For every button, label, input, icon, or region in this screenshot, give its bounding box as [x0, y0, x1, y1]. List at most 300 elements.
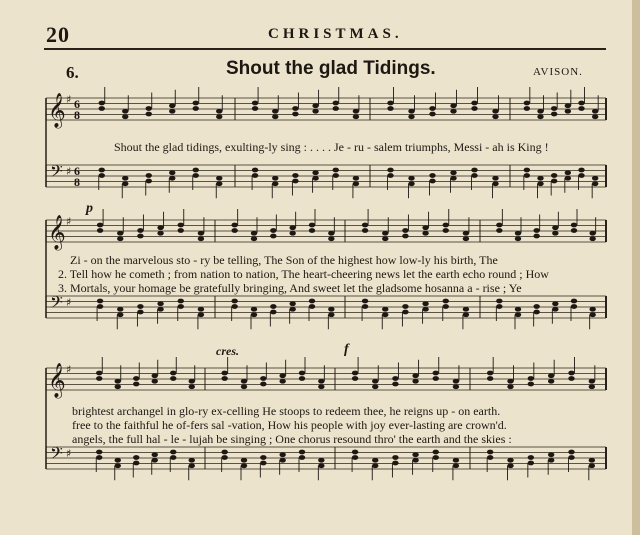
system2-treble-note-head — [289, 231, 295, 236]
system2-bass-note-head — [443, 304, 449, 309]
composer-name: AVISON. — [533, 66, 583, 78]
system2-treble-note-head — [463, 236, 469, 241]
system3-bass-note-head — [241, 458, 247, 463]
system1-treble-note-head — [99, 106, 105, 111]
system1-treble-note-head — [292, 106, 298, 111]
system3-bass-note-head — [115, 458, 121, 463]
system2-treble-note-head — [552, 231, 558, 236]
system2-bass-note-head — [231, 304, 237, 309]
system2-bass-note-head — [552, 307, 558, 312]
system2-treble-note-head — [198, 236, 204, 241]
system3-treble-note-head — [318, 384, 324, 389]
system3-treble-note-head — [507, 379, 513, 384]
system1-bass-note-head — [193, 173, 199, 178]
system2-bass-note-head — [328, 312, 334, 317]
system1-treble-note-head — [99, 101, 105, 106]
system3-treble-note-head — [299, 371, 305, 376]
system3-bass-note-head — [260, 455, 266, 460]
system1-treble-note-head — [387, 106, 393, 111]
system3-treble-note-head — [152, 373, 158, 378]
system1-treble-key-signature: ♯ — [66, 93, 72, 106]
system1-bass-note-head — [408, 181, 414, 186]
system2-bass-note-head — [117, 307, 123, 312]
system1-bass-note-head — [578, 173, 584, 178]
system2-bass-note-head — [309, 304, 315, 309]
system2-bass-note-head — [552, 301, 558, 306]
lyric-line-system3-verse2: free to the faithful he of-fers sal -vation, How his people with joy ever-lasting are crown'd. — [72, 418, 507, 432]
system1-treble-note-head — [272, 114, 278, 119]
system3-bass-note-head — [241, 463, 247, 468]
system1-treble-note-head — [252, 106, 258, 111]
system3-treble-note-head — [589, 379, 595, 384]
system1-treble-note-head — [333, 106, 339, 111]
system3-bass-note-head — [412, 452, 418, 457]
system3-bass-note-head — [507, 463, 513, 468]
system1-bass-note-head — [524, 168, 530, 173]
system3-bass-note-head — [528, 455, 534, 460]
system1-treble-note-head — [193, 101, 199, 106]
system3-bass-note-head — [392, 461, 398, 466]
system1-bass-note-head — [551, 179, 557, 184]
dynamic-forte: f — [344, 342, 349, 357]
system1-bass-note-head — [353, 176, 359, 181]
time-signature-denominator-bass: 8 — [74, 175, 80, 189]
system1-bass-note-head — [578, 168, 584, 173]
system2-bass-note-head — [382, 307, 388, 312]
system1-treble-note-head — [146, 106, 152, 111]
system3-bass-note-head — [279, 452, 285, 457]
system3-bass-clef: 𝄢 — [50, 443, 63, 467]
system2-bass-note-head — [198, 312, 204, 317]
system1-treble-note-head — [353, 114, 359, 119]
system2-treble-note-head — [443, 223, 449, 228]
system2-treble-note-head — [382, 236, 388, 241]
system3-treble-note-head — [115, 379, 121, 384]
system3-bass-note-head — [189, 458, 195, 463]
system3-treble-note-head — [299, 376, 305, 381]
system2-bass-note-head — [533, 310, 539, 315]
system1-treble-note-head — [565, 103, 571, 108]
system1-bass-note-head — [292, 179, 298, 184]
system1-bass-note-head — [353, 181, 359, 186]
system3-bass-note-head — [433, 455, 439, 460]
system2-bass-note-head — [443, 299, 449, 304]
system2-bass-note-head — [496, 299, 502, 304]
system2-treble-note-head — [402, 234, 408, 239]
page-edge — [632, 0, 640, 535]
system2-bass-note-head — [589, 312, 595, 317]
system1-bass-note-head — [565, 170, 571, 175]
hymn-number: 6. — [66, 63, 79, 82]
system3-treble-note-head — [96, 376, 102, 381]
system1-treble-note-head — [146, 112, 152, 117]
system1-bass-note-head — [387, 173, 393, 178]
system2-treble-note-head — [422, 225, 428, 230]
system1-bass-note-head — [146, 179, 152, 184]
system1-treble-note-head — [578, 106, 584, 111]
system2-bass-note-head — [382, 312, 388, 317]
lyric-line-system3-verse1: brightest archangel in glo-ry ex-celling He stoops to redeem thee, he reigns up - on earth. — [72, 404, 501, 418]
system3-bass-note-head — [548, 452, 554, 457]
system1-bass-note-head — [122, 181, 128, 186]
system2-treble-key-signature: ♯ — [66, 215, 72, 228]
system3-treble-note-head — [260, 382, 266, 387]
system1-bass-note-head — [551, 173, 557, 178]
system1-treble-note-head — [450, 109, 456, 114]
system2-treble-note-head — [496, 228, 502, 233]
system2-bass-note-head — [422, 307, 428, 312]
system1-bass-note-head — [146, 173, 152, 178]
system3-bass-note-head — [221, 455, 227, 460]
system3-treble-note-head — [487, 376, 493, 381]
system2-bass-note-head — [157, 301, 163, 306]
system2-treble-note-head — [137, 234, 143, 239]
system3-treble-note-head — [589, 384, 595, 389]
system3-treble-note-head — [170, 371, 176, 376]
system1-bass-note-head — [252, 168, 258, 173]
system3-bass-note-head — [487, 455, 493, 460]
system1-treble-note-head — [122, 114, 128, 119]
system3-treble-note-head — [189, 384, 195, 389]
system1-bass-note-head — [429, 173, 435, 178]
system2-bass-note-head — [496, 304, 502, 309]
system2-bass-note-head — [463, 312, 469, 317]
system2-treble-note-head — [97, 228, 103, 233]
system1-treble-note-head — [592, 109, 598, 114]
system2-bass-note-head — [198, 307, 204, 312]
system1-bass-note-head — [122, 176, 128, 181]
system3-bass-note-head — [453, 458, 459, 463]
system1-treble-note-head — [252, 101, 258, 106]
system3-treble-note-head — [433, 376, 439, 381]
system1-bass-note-head — [450, 170, 456, 175]
system1-bass-note-head — [312, 170, 318, 175]
system1-bass-note-head — [492, 176, 498, 181]
hymn-title: Shout the glad Tidings. — [226, 58, 436, 79]
system1-treble-note-head — [450, 103, 456, 108]
system3-bass-note-head — [568, 450, 574, 455]
system3-bass-note-head — [392, 455, 398, 460]
system2-treble-note-head — [270, 228, 276, 233]
system1-treble-note-head — [169, 109, 175, 114]
system1-bass-note-head — [252, 173, 258, 178]
system2-treble-note-head — [496, 223, 502, 228]
system1-treble-note-head — [592, 114, 598, 119]
system3-bass-note-head — [318, 458, 324, 463]
system1-treble-note-head — [492, 109, 498, 114]
system1-treble-note-head — [353, 109, 359, 114]
system1-bass-note-head — [333, 168, 339, 173]
system1-bass-note-head — [408, 176, 414, 181]
running-head: CHRISTMAS. — [268, 26, 403, 42]
system1-treble-note-head — [408, 114, 414, 119]
system2-bass-note-head — [270, 310, 276, 315]
system3-treble-note-head — [412, 379, 418, 384]
system1-treble-note-head — [216, 109, 222, 114]
system2-bass-note-head — [137, 310, 143, 315]
system1-bass-note-head — [537, 181, 543, 186]
system2-treble-note-head — [362, 228, 368, 233]
system1-treble-note-head — [429, 112, 435, 117]
system3-treble-note-head — [260, 376, 266, 381]
system3-treble-note-head — [568, 371, 574, 376]
system1-treble-note-head — [524, 101, 530, 106]
system2-bass-note-head — [309, 299, 315, 304]
system2-bass-note-head — [270, 304, 276, 309]
system1-bass-note-head — [524, 173, 530, 178]
system3-bass-note-head — [352, 450, 358, 455]
system2-treble-note-head — [289, 225, 295, 230]
system2-treble-note-head — [178, 228, 184, 233]
system3-treble-note-head — [133, 382, 139, 387]
system1-treble-note-head — [471, 106, 477, 111]
system2-treble-note-head — [137, 228, 143, 233]
system3-bass-note-head — [152, 452, 158, 457]
system3-treble-note-head — [453, 384, 459, 389]
system2-bass-note-head — [157, 307, 163, 312]
lyric-line-system1-verse1: Shout the glad tidings, exulting-ly sing : . . . . Je - ru - salem triumphs, Messi - ah is King ! — [114, 140, 549, 154]
system3-treble-note-head — [221, 376, 227, 381]
system3-treble-note-head — [96, 371, 102, 376]
system3-treble-note-head — [528, 382, 534, 387]
system1-bass-key-signature: ♯ — [66, 165, 72, 178]
system1-bass-note-head — [537, 176, 543, 181]
dynamic-crescendo: cres. — [216, 344, 239, 358]
lyric-line-system2-verse1: Zi - on the marvelous sto - ry be telling, The Son of the highest how low-ly his birth, The — [70, 253, 498, 267]
system3-bass-note-head — [299, 450, 305, 455]
system3-treble-note-head — [279, 379, 285, 384]
system3-bass-note-head — [133, 455, 139, 460]
system2-treble-note-head — [515, 236, 521, 241]
system1-treble-note-head — [387, 101, 393, 106]
system1-treble-clef: 𝄞 — [48, 93, 66, 128]
system2-bass-note-head — [328, 307, 334, 312]
system1-treble-note-head — [551, 106, 557, 111]
system3-treble-note-head — [372, 384, 378, 389]
system3-treble-note-head — [507, 384, 513, 389]
system1-treble-note-head — [429, 106, 435, 111]
system1-bass-note-head — [429, 179, 435, 184]
system3-bass-note-head — [352, 455, 358, 460]
system1-treble-note-head — [216, 114, 222, 119]
system3-bass-note-head — [372, 463, 378, 468]
system2-treble-clef: 𝄞 — [48, 215, 66, 250]
system2-treble-note-head — [117, 236, 123, 241]
system1-treble-note-head — [169, 103, 175, 108]
system2-treble-note-head — [402, 228, 408, 233]
system1-bass-note-head — [492, 181, 498, 186]
system2-bass-note-head — [117, 312, 123, 317]
lyric-line-system2-verse2: 2. Tell how he cometh ; from nation to nation, The heart-cheering news let the earth echo round ; How — [58, 267, 549, 281]
time-signature-numerator-bass: 6 — [74, 164, 80, 178]
system2-bass-note-head — [251, 307, 257, 312]
system2-bass-note-head — [137, 304, 143, 309]
system1-bass-note-head — [272, 176, 278, 181]
system3-treble-note-head — [115, 384, 121, 389]
system2-treble-note-head — [97, 223, 103, 228]
system2-treble-note-head — [251, 231, 257, 236]
system3-bass-note-head — [318, 463, 324, 468]
system1-treble-note-head — [492, 114, 498, 119]
system3-bass-note-head — [221, 450, 227, 455]
system2-bass-note-head — [289, 301, 295, 306]
system3-bass-note-head — [453, 463, 459, 468]
system3-bass-note-head — [115, 463, 121, 468]
system3-treble-note-head — [392, 376, 398, 381]
time-signature-numerator-treble: 6 — [74, 97, 80, 111]
system3-bass-note-head — [279, 458, 285, 463]
system2-treble-note-head — [443, 228, 449, 233]
system3-bass-note-head — [189, 463, 195, 468]
system3-treble-key-signature: ♯ — [66, 363, 72, 376]
system2-treble-note-head — [589, 231, 595, 236]
system1-treble-note-head — [408, 109, 414, 114]
system2-treble-note-head — [270, 234, 276, 239]
system3-treble-note-head — [221, 371, 227, 376]
system3-treble-note-head — [241, 384, 247, 389]
system3-treble-note-head — [453, 379, 459, 384]
system2-bass-note-head — [289, 307, 295, 312]
system2-treble-note-head — [552, 225, 558, 230]
system3-treble-note-head — [279, 373, 285, 378]
system2-treble-note-head — [309, 223, 315, 228]
system2-treble-note-head — [328, 236, 334, 241]
system3-bass-note-head — [152, 458, 158, 463]
system2-bass-note-head — [422, 301, 428, 306]
system1-bass-note-head — [99, 168, 105, 173]
system3-treble-note-head — [241, 379, 247, 384]
system3-bass-note-head — [507, 458, 513, 463]
system3-bass-note-head — [299, 455, 305, 460]
system1-treble-note-head — [578, 101, 584, 106]
system2-treble-note-head — [231, 223, 237, 228]
system1-treble-note-head — [565, 109, 571, 114]
system3-bass-key-signature: ♯ — [66, 447, 72, 460]
system1-bass-note-head — [471, 168, 477, 173]
system1-treble-note-head — [312, 103, 318, 108]
lyric-line-system3-verse3: angels, the full hal - le - lujah be singing ; One chorus resound thro' the earth and the skies : — [72, 432, 512, 446]
system1-treble-note-head — [471, 101, 477, 106]
system3-bass-note-head — [433, 450, 439, 455]
system3-bass-note-head — [96, 455, 102, 460]
system1-bass-note-head — [216, 176, 222, 181]
system3-bass-note-head — [170, 455, 176, 460]
system1-treble-note-head — [333, 101, 339, 106]
system3-treble-note-head — [548, 379, 554, 384]
system1-bass-note-head — [592, 181, 598, 186]
system2-bass-note-head — [362, 304, 368, 309]
system1-treble-note-head — [551, 112, 557, 117]
page-number: 20 — [46, 22, 70, 47]
system1-treble-note-head — [524, 106, 530, 111]
system1-bass-note-head — [312, 176, 318, 181]
system3-treble-note-head — [548, 373, 554, 378]
system2-bass-key-signature: ♯ — [66, 296, 72, 309]
system1-bass-note-head — [333, 173, 339, 178]
system2-bass-note-head — [251, 312, 257, 317]
system3-treble-note-head — [372, 379, 378, 384]
system2-treble-note-head — [362, 223, 368, 228]
dynamic-piano: p — [86, 201, 93, 216]
system1-bass-note-head — [169, 176, 175, 181]
system1-bass-note-head — [272, 181, 278, 186]
system3-bass-note-head — [170, 450, 176, 455]
system2-treble-note-head — [178, 223, 184, 228]
system2-bass-note-head — [533, 304, 539, 309]
system2-bass-note-head — [571, 304, 577, 309]
system2-treble-note-head — [422, 231, 428, 236]
system2-treble-note-head — [309, 228, 315, 233]
system2-treble-note-head — [515, 231, 521, 236]
system1-treble-note-head — [537, 109, 543, 114]
system2-treble-note-head — [157, 231, 163, 236]
system1-bass-note-head — [387, 168, 393, 173]
system2-treble-note-head — [117, 231, 123, 236]
system2-bass-note-head — [571, 299, 577, 304]
system3-treble-note-head — [170, 376, 176, 381]
system1-bass-note-head — [565, 176, 571, 181]
system2-bass-note-head — [362, 299, 368, 304]
system2-bass-note-head — [515, 312, 521, 317]
system3-bass-note-head — [487, 450, 493, 455]
system2-bass-note-head — [463, 307, 469, 312]
system1-bass-note-head — [471, 173, 477, 178]
system3-treble-note-head — [412, 373, 418, 378]
system3-bass-note-head — [96, 450, 102, 455]
system3-treble-note-head — [392, 382, 398, 387]
system3-treble-note-head — [433, 371, 439, 376]
system2-bass-note-head — [402, 310, 408, 315]
system2-treble-note-head — [533, 228, 539, 233]
system2-treble-note-head — [571, 228, 577, 233]
system3-bass-note-head — [589, 463, 595, 468]
system1-treble-note-head — [193, 106, 199, 111]
system1-bass-clef: 𝄢 — [50, 161, 63, 185]
system2-bass-note-head — [178, 299, 184, 304]
system2-treble-note-head — [589, 236, 595, 241]
system3-bass-note-head — [412, 458, 418, 463]
system2-bass-note-head — [97, 304, 103, 309]
system3-treble-note-head — [152, 379, 158, 384]
system2-treble-note-head — [571, 223, 577, 228]
time-signature-denominator-treble: 8 — [74, 108, 80, 122]
system3-treble-note-head — [528, 376, 534, 381]
system3-bass-note-head — [548, 458, 554, 463]
system3-treble-note-head — [352, 371, 358, 376]
system1-bass-note-head — [216, 181, 222, 186]
system2-treble-note-head — [533, 234, 539, 239]
system3-bass-note-head — [568, 455, 574, 460]
system2-bass-note-head — [589, 307, 595, 312]
system2-treble-note-head — [328, 231, 334, 236]
system1-bass-note-head — [169, 170, 175, 175]
system3-bass-note-head — [372, 458, 378, 463]
system1-treble-note-head — [537, 114, 543, 119]
system3-bass-note-head — [528, 461, 534, 466]
system3-treble-note-head — [568, 376, 574, 381]
system1-bass-note-head — [292, 173, 298, 178]
system3-treble-note-head — [318, 379, 324, 384]
system2-bass-clef: 𝄢 — [50, 292, 63, 316]
system2-treble-note-head — [251, 236, 257, 241]
system2-bass-note-head — [515, 307, 521, 312]
system3-treble-note-head — [487, 371, 493, 376]
system1-treble-note-head — [292, 112, 298, 117]
system2-bass-note-head — [402, 304, 408, 309]
system2-treble-note-head — [382, 231, 388, 236]
system1-treble-note-head — [312, 109, 318, 114]
system2-treble-note-head — [231, 228, 237, 233]
